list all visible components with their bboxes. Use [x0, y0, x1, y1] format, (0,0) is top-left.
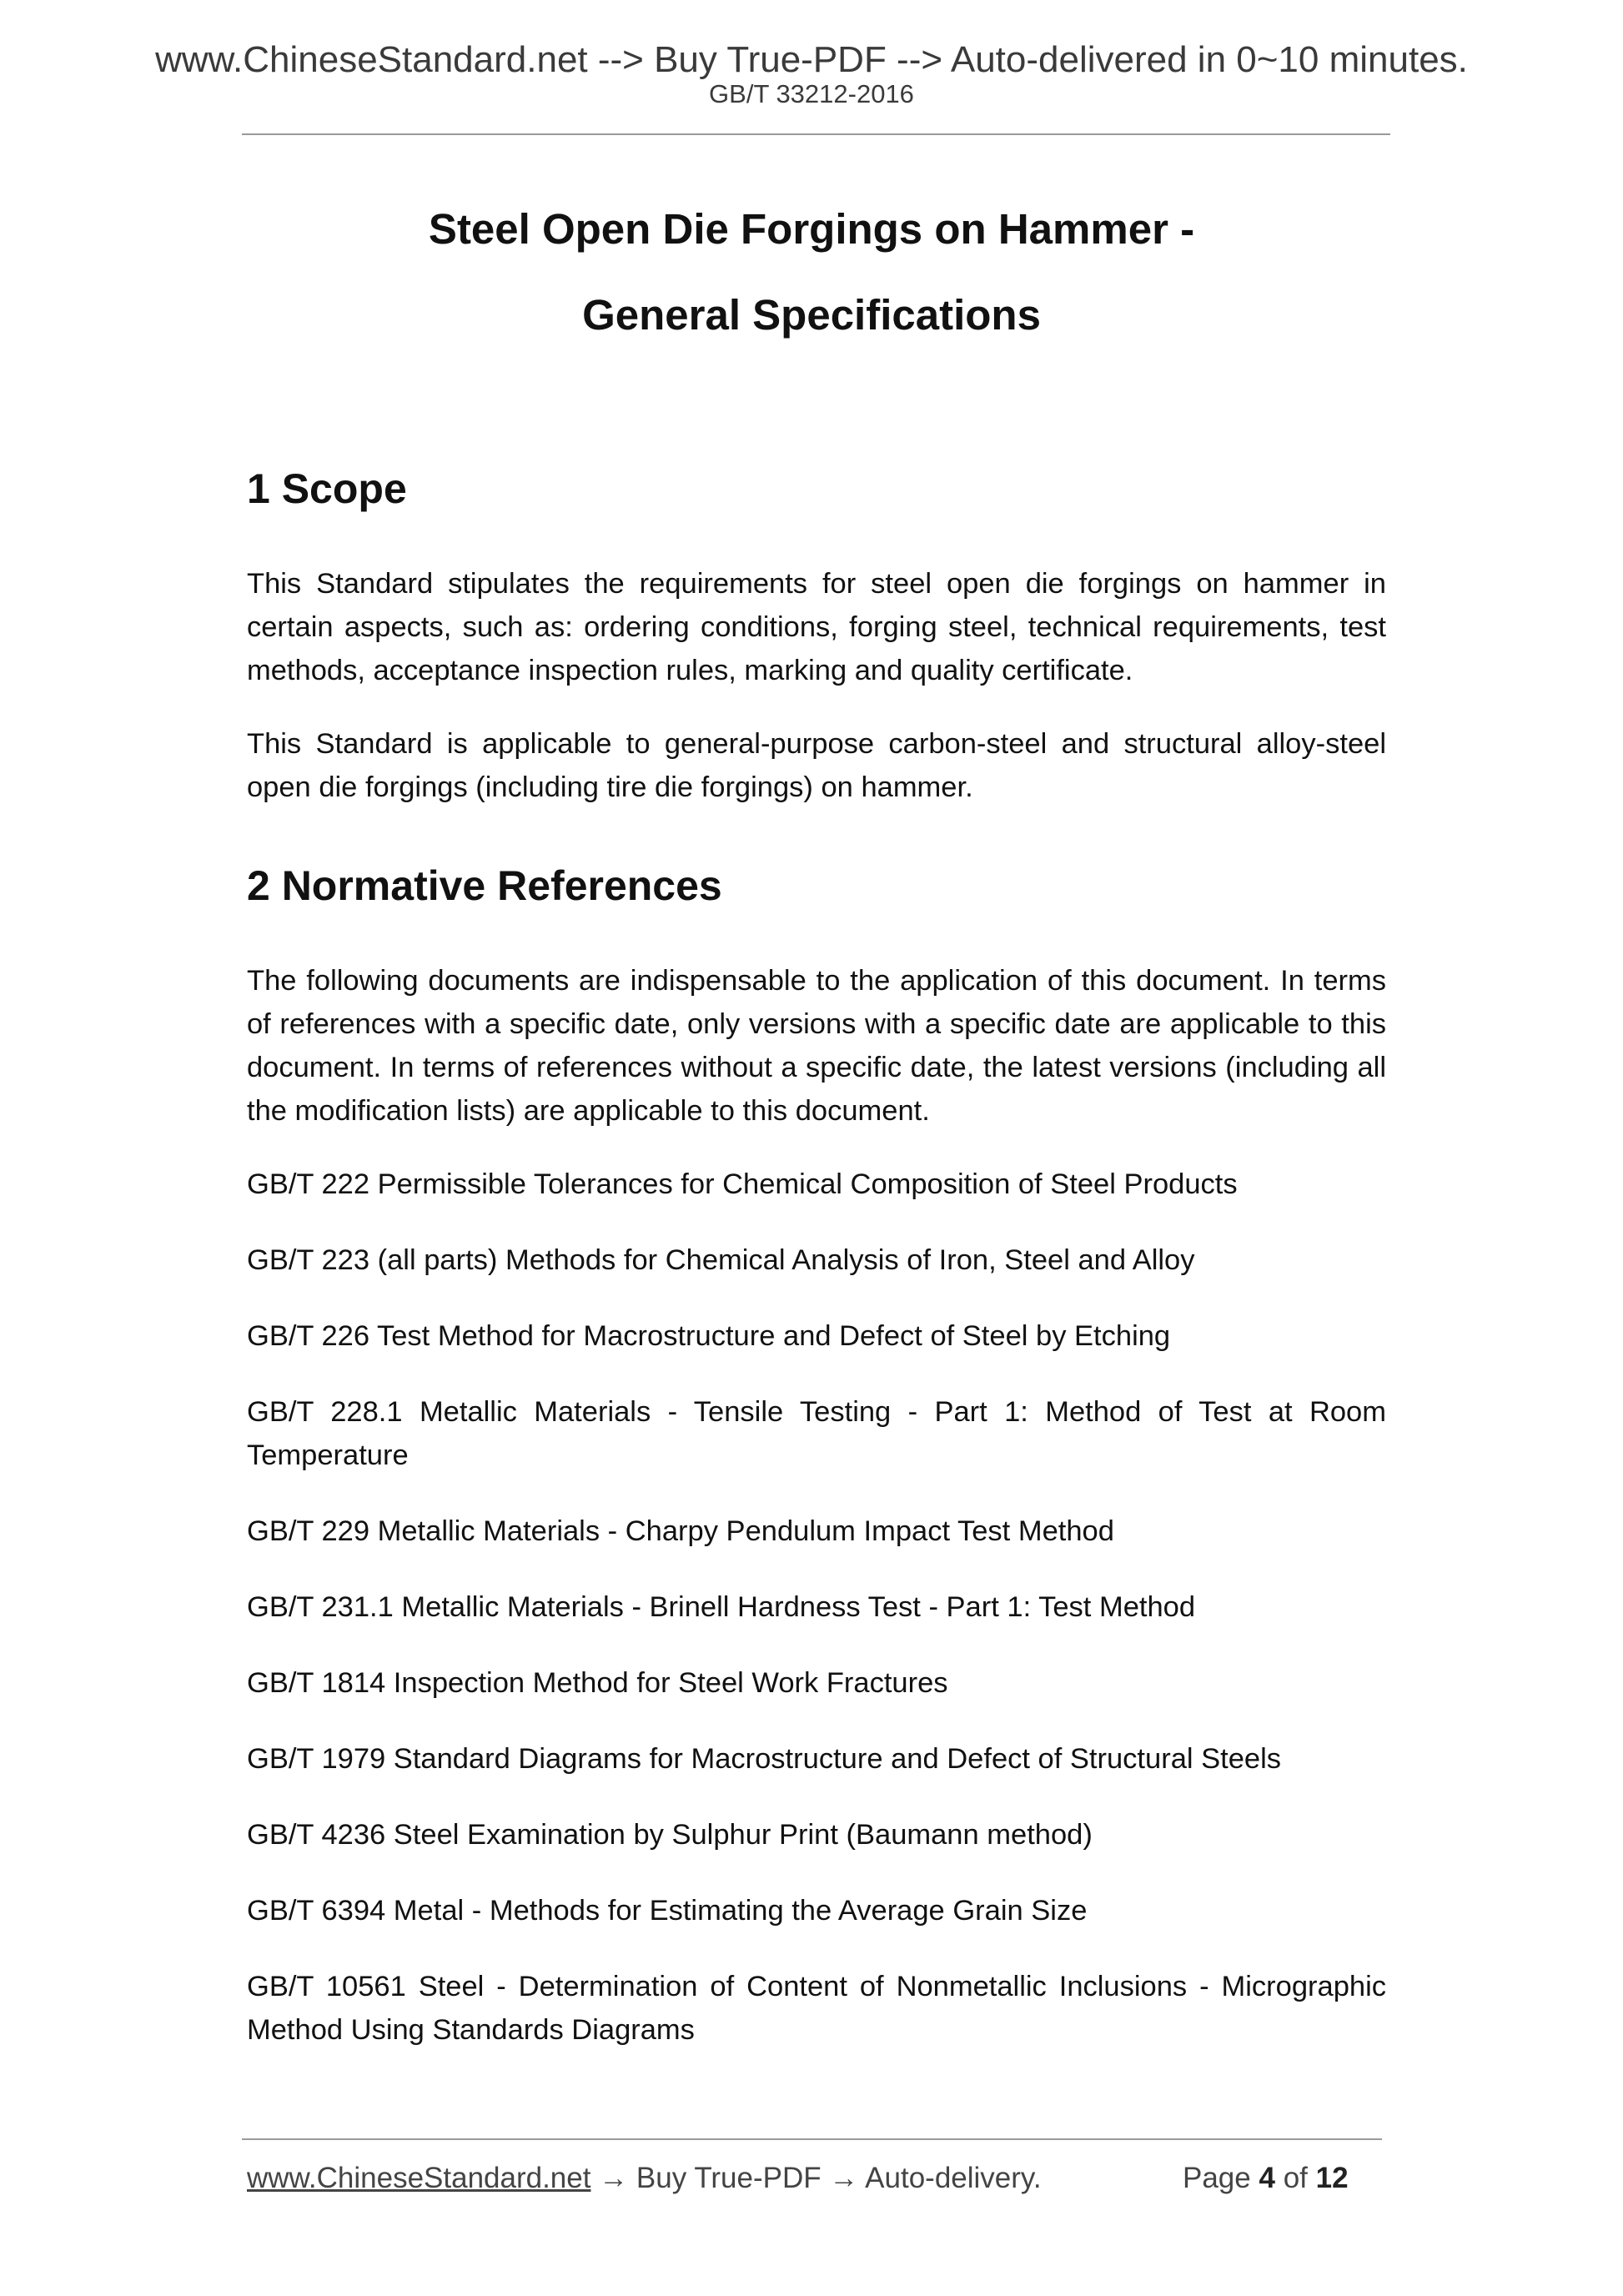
page-indicator [1183, 2163, 1349, 2193]
document-title-line-1: Steel Open Die Forgings on Hammer - [428, 205, 1195, 253]
page-number: 4 [1259, 2162, 1275, 2194]
section-heading-scope: 1 Scope [247, 465, 407, 512]
footer-divider [242, 2138, 1382, 2140]
reference-item-gbt-1979: GB/T 1979 Standard Diagrams for Macrostructure and Defect of Structural Steels [247, 1743, 1282, 1775]
reference-item-gbt-1814: GB/T 1814 Inspection Method for Steel Work Fractures [247, 1667, 948, 1699]
section-heading-normative-references: 2 Normative References [247, 862, 722, 909]
reference-item-gbt-222: GB/T 222 Permissible Tolerances for Chemical Composition of Steel Products [247, 1168, 1238, 1200]
reference-item-gbt-10561: GB/T 10561 Steel - Determination of Content of Nonmetallic Inclusions - Micrographic Method Using Standards Diagrams [247, 1971, 1386, 2046]
footer-left [247, 2163, 1042, 2193]
reference-item-gbt-228-1: GB/T 228.1 Metallic Materials - Tensile Testing - Part 1: Method of Test at Room Temperature [247, 1396, 1386, 1471]
page-word: Page [1183, 2162, 1251, 2194]
footer-tagline: → Buy True-PDF → Auto-delivery. [590, 2162, 1042, 2194]
reference-item-gbt-4236: GB/T 4236 Steel Examination by Sulphur Print (Baumann method) [247, 1819, 1093, 1851]
scope-paragraph-2: This Standard is applicable to general-purpose carbon-steel and structural alloy-steel open die forgings (including tire die forgings) on hammer. [247, 728, 1386, 803]
scope-paragraph-1: This Standard stipulates the requirements for steel open die forgings on hammer in certain aspects, such as: ordering conditions, forging steel, technical requirements, test methods, acceptance inspection rules, marking and quality certificate. [247, 568, 1386, 686]
header-divider [242, 133, 1390, 135]
document-title-line-2: General Specifications [582, 291, 1041, 339]
reference-item-gbt-231-1: GB/T 231.1 Metallic Materials - Brinell Hardness Test - Part 1: Test Method [247, 1591, 1196, 1623]
reference-item-gbt-223: GB/T 223 (all parts) Methods for Chemical Analysis of Iron, Steel and Alloy [247, 1244, 1195, 1276]
reference-item-gbt-6394: GB/T 6394 Metal - Methods for Estimating the Average Grain Size [247, 1895, 1088, 1927]
header-banner: www.ChineseStandard.net --> Buy True-PDF --> Auto-delivered in 0~10 minutes. [155, 39, 1468, 80]
standard-code: GB/T 33212-2016 [709, 79, 914, 108]
references-intro-paragraph: The following documents are indispensable to the application of this document. In terms of references with a specific date, only versions with a specific date are applicable to this document. In terms of references without a specific date, the latest versions (including all the modification lists) are applicable to this document. [247, 965, 1386, 1127]
reference-item-gbt-229: GB/T 229 Metallic Materials - Charpy Pendulum Impact Test Method [247, 1515, 1114, 1547]
footer-website-link[interactable]: www.ChineseStandard.net [247, 2162, 591, 2194]
of-word: of [1283, 2162, 1308, 2194]
total-pages: 12 [1315, 2162, 1349, 2194]
reference-item-gbt-226: GB/T 226 Test Method for Macrostructure and Defect of Steel by Etching [247, 1320, 1171, 1352]
